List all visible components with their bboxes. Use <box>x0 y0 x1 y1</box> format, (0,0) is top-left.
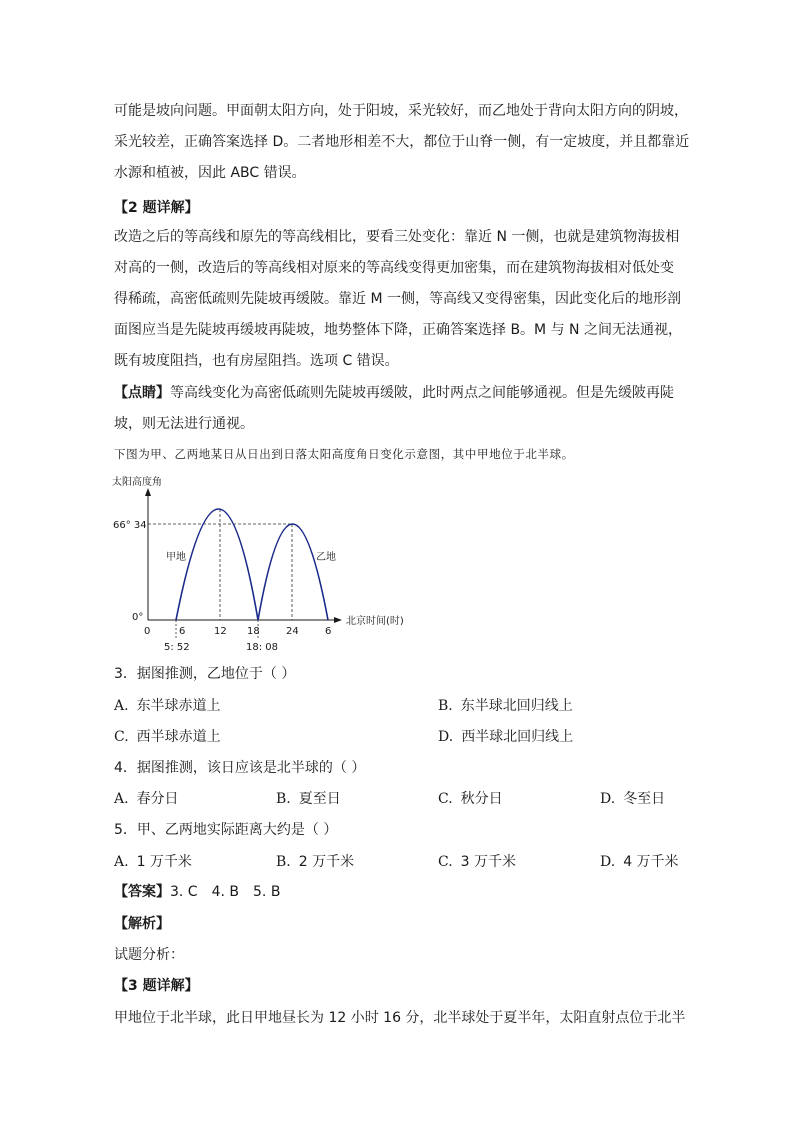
x-tick: 12 <box>214 626 227 637</box>
x-tick: 6 <box>179 626 186 637</box>
q2-heading: 【2 题详解】 <box>114 200 199 216</box>
q4-stem: 4．据图推测，该日应该是北半球的（ ） <box>114 760 366 776</box>
text-line: 既有坡度阻挡，也有房屋阻挡。选项 C 错误。 <box>114 353 399 369</box>
analysis-subtitle: 试题分析： <box>114 947 184 963</box>
option-text: 东半球北回归线上 <box>460 698 573 714</box>
option-letter: A. <box>114 698 129 714</box>
x-sub-tick: 5: 52 <box>164 642 190 653</box>
y-axis-arrow <box>145 488 151 496</box>
q4-option-b[interactable] <box>276 789 341 809</box>
q5-option-b[interactable] <box>276 852 354 872</box>
series-jia-curve <box>176 509 258 620</box>
q3-option-b[interactable] <box>438 696 573 716</box>
option-letter: A. <box>114 791 129 807</box>
text-line <box>114 378 682 409</box>
option-letter: D. <box>600 854 616 870</box>
option-text: 春分日 <box>136 791 179 807</box>
q5-option-d[interactable] <box>600 852 679 872</box>
sun-altitude-chart <box>110 472 430 657</box>
q3-option-c[interactable] <box>114 727 221 747</box>
q3-stem: 3．据图推测，乙地位于（ ） <box>114 666 296 682</box>
option-text: 夏至日 <box>298 791 341 807</box>
x-axis-label: 北京时间(时) <box>346 616 404 627</box>
q3-option-d[interactable] <box>438 727 573 747</box>
prev-paragraph <box>114 96 690 189</box>
option-text: 西半球北回归线上 <box>461 729 574 745</box>
option-letter: B. <box>276 791 291 807</box>
point-label: 【点睛】 <box>114 385 170 401</box>
x-tick: 6 <box>325 626 332 637</box>
y-tick-top: 66° 34 <box>113 520 147 531</box>
y-tick-zero: 0° <box>132 612 144 623</box>
option-letter: D. <box>438 729 454 745</box>
text-line: 采光较差，正确答案选择 D。二者地形相差不大，都位于山脊一侧，有一定坡度，并且都靠近 <box>114 134 690 150</box>
figure-intro: 下图为甲、乙两地某日从日出到日落太阳高度角日变化示意图，其中甲地位于北半球。 <box>114 447 574 461</box>
option-letter: D. <box>600 791 616 807</box>
option-letter: B. <box>438 698 453 714</box>
x-axis-arrow <box>334 617 342 623</box>
q4-option-c[interactable] <box>438 789 503 809</box>
q3-heading: 【3 题详解】 <box>114 978 199 994</box>
x-tick: 24 <box>286 626 299 637</box>
text-line: 面图应当是先陡坡再缓坡再陡坡，地势整体下降，正确答案选择 B。M 与 N 之间无法通视， <box>114 322 682 338</box>
option-letter: C. <box>114 729 129 745</box>
option-letter: A. <box>114 854 129 870</box>
option-text: 西半球赤道上 <box>136 729 221 745</box>
q3-paragraph: 甲地位于北半球，此日甲地昼长为 12 小时 16 分，北半球处于夏半年，太阳直射点位于北半 <box>114 1010 686 1026</box>
x-tick: 18 <box>247 626 260 637</box>
q5-option-c[interactable] <box>438 852 516 872</box>
q2-paragraph <box>114 222 682 377</box>
text-line: 坡，则无法进行通视。 <box>114 416 254 432</box>
text-line: 得稀疏，高密低疏则先陡坡再缓陂。靠近 M 一侧，等高线又变得密集，因此变化后的地形剖 <box>114 291 681 307</box>
text-line: 改造之后的等高线和原先的等高线相比，要看三处变化：靠近 N 一侧，也就是建筑物海拔相 <box>114 229 680 245</box>
option-text: 4 万千米 <box>623 854 679 870</box>
series-label-jia: 甲地 <box>166 552 186 563</box>
option-text: 秋分日 <box>460 791 503 807</box>
answer-value: 5. B <box>253 884 281 900</box>
q3-option-a[interactable] <box>114 696 221 716</box>
option-text: 3 万千米 <box>460 854 517 870</box>
option-letter: C. <box>438 791 453 807</box>
answer-value: 4. B <box>211 884 240 900</box>
point-paragraph <box>114 378 682 440</box>
text-line: 可能是坡向问题。甲面朝太阳方向，处于阳坡，采光较好，而乙地处于背向太阳方向的阴坡， <box>114 103 688 119</box>
y-axis-label: 太阳高度角 <box>112 477 162 488</box>
text-line: 对高的一侧，改造后的等高线相对原来的等高线变得更加密集，而在建筑物海拔相对低处变 <box>114 260 674 276</box>
x-tick: 0 <box>144 626 151 637</box>
option-text: 东半球赤道上 <box>136 698 221 714</box>
q4-option-d[interactable] <box>600 789 665 809</box>
q4-option-a[interactable] <box>114 789 179 809</box>
option-text: 2 万千米 <box>298 854 355 870</box>
answer-value: 3. C <box>170 884 198 900</box>
answer-line <box>114 882 280 902</box>
option-text: 1 万千米 <box>136 854 192 870</box>
answer-label: 【答案】 <box>114 884 170 900</box>
option-letter: B. <box>276 854 291 870</box>
q5-option-a[interactable] <box>114 852 192 872</box>
option-text: 冬至日 <box>623 791 666 807</box>
series-yi-curve <box>258 524 328 620</box>
option-letter: C. <box>438 854 453 870</box>
q5-stem: 5．甲、乙两地实际距离大约是（ ） <box>114 822 338 838</box>
text-line: 水源和植被，因此 ABC 错误。 <box>114 165 306 181</box>
series-label-yi: 乙地 <box>316 552 336 563</box>
x-sub-tick: 18: 08 <box>246 642 278 653</box>
analysis-label: 【解析】 <box>114 916 170 932</box>
point-text: 等高线变化为高密低疏则先陡坡再缓陂，此时两点之间能够通视。但是先缓陂再陡 <box>170 385 674 401</box>
